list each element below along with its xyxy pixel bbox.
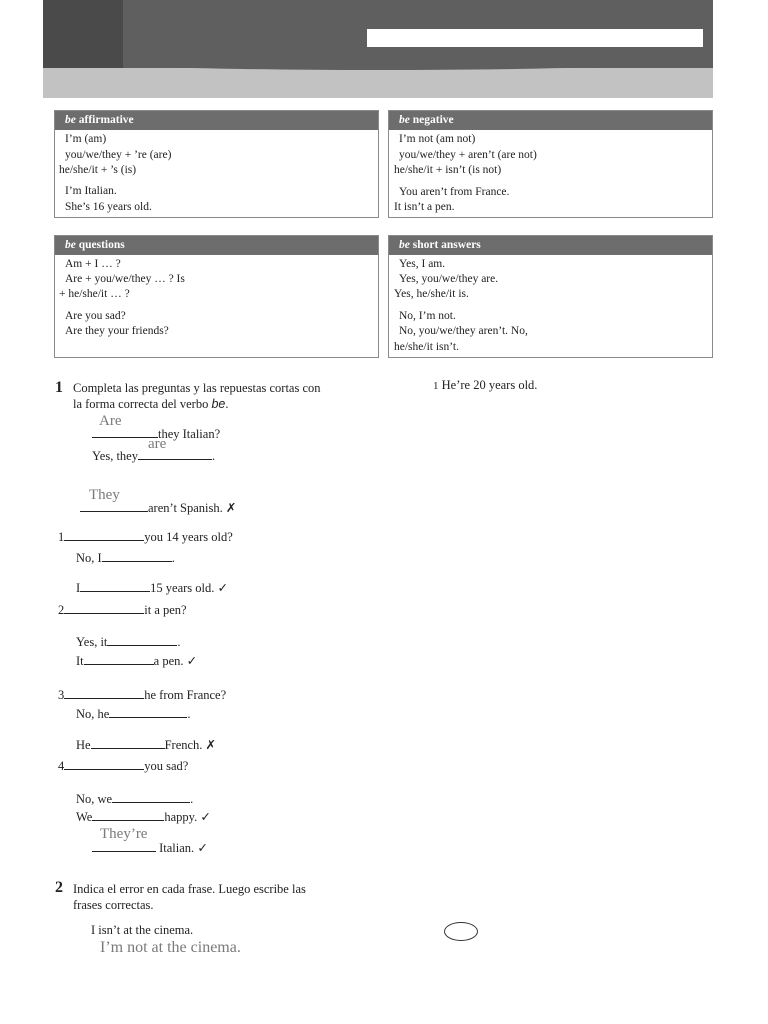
question-line: 1 you 14 years old? xyxy=(58,530,233,544)
grammar-line: you/we/they + aren’t (are not) xyxy=(399,149,537,161)
check-icon: ✓ xyxy=(186,654,198,668)
exercise-instruction: la forma correcta del verbo be. xyxy=(73,397,229,411)
check-icon: ✓ xyxy=(200,810,211,824)
answer-line: No, I . xyxy=(76,551,175,565)
grammar-line: No, I’m not. xyxy=(399,310,456,322)
handwritten-answer: Are xyxy=(99,413,122,429)
grammar-line: She’s 16 years old. xyxy=(65,201,152,213)
check-icon: ✓ xyxy=(217,581,229,595)
exercise-instruction: Completa las preguntas y las repuestas cortas con xyxy=(73,381,321,395)
answer-line: He French. ✗ xyxy=(76,738,217,752)
answer-line: Italian. ✓ xyxy=(92,841,208,856)
grammar-line: Yes, I am. xyxy=(399,258,446,270)
cross-icon: ✗ xyxy=(225,501,237,515)
example-answer: aren’t Spanish. ✗ xyxy=(80,501,236,516)
example-answer: Yes, they . xyxy=(92,449,216,463)
header-name-field xyxy=(367,29,703,47)
grammar-line: he/she/it + isn’t (is not) xyxy=(394,164,502,176)
handwritten-answer: They’re xyxy=(100,826,148,842)
grammar-line: I’m not (am not) xyxy=(399,133,476,145)
handwritten-answer: are xyxy=(148,436,167,452)
answer-line: No, we . xyxy=(76,792,194,806)
grammar-line: Yes, you/we/they are. xyxy=(399,273,499,285)
exercise-number: 1 xyxy=(55,379,63,396)
cross-icon: ✗ xyxy=(205,738,217,752)
question-line: 4 you sad? xyxy=(58,759,189,773)
grammar-line: I’m Italian. xyxy=(65,185,117,197)
answer-line: No, he . xyxy=(76,707,191,721)
grammar-line: Are they your friends? xyxy=(65,325,169,337)
grammar-box-title: be negative xyxy=(389,111,712,130)
grammar-box-title: be short answers xyxy=(389,236,712,255)
answer-line: I 15 years old. ✓ xyxy=(76,581,229,595)
handwritten-answer: They xyxy=(89,487,120,503)
example-question: they Italian? xyxy=(92,427,220,442)
grammar-line: Am + I … ? xyxy=(65,258,121,270)
grammar-line: he/she/it isn’t. xyxy=(394,341,459,353)
answer-line: Yes, it . xyxy=(76,635,181,649)
grammar-line: You aren’t from France. xyxy=(399,186,510,198)
grammar-box-title: be affirmative xyxy=(55,111,378,130)
grammar-line: Are you sad? xyxy=(65,310,126,322)
grammar-line: Are + you/we/they … ? Is xyxy=(65,273,185,285)
answer-ellipse xyxy=(444,922,478,941)
grammar-line: Yes, he/she/it is. xyxy=(394,288,469,300)
grammar-line: you/we/they + ’re (are) xyxy=(65,149,172,161)
answer-line: We happy. ✓ xyxy=(76,810,211,824)
answer-line: It a pen. ✓ xyxy=(76,654,198,668)
grammar-line: It isn’t a pen. xyxy=(394,201,455,213)
header-tab-block xyxy=(43,0,123,68)
exercise-instruction: frases correctas. xyxy=(73,898,154,912)
right-column-line: 1 He’re 20 years old. xyxy=(433,378,538,392)
exercise-number: 2 xyxy=(55,879,63,896)
question-line: 3 he from France? xyxy=(58,688,227,702)
grammar-line: + he/she/it … ? xyxy=(59,288,130,300)
question-line: 2 it a pen? xyxy=(58,603,187,617)
exercise-instruction: Indica el error en cada frase. Luego escribe las xyxy=(73,882,306,896)
example-wrong-sentence: I isn’t at the cinema. xyxy=(91,923,194,937)
grammar-line: I’m (am) xyxy=(65,133,107,145)
grammar-line: No, you/we/they aren’t. No, xyxy=(399,325,528,337)
grammar-line: he/she/it + ’s (is) xyxy=(59,164,137,176)
check-icon: ✓ xyxy=(197,841,208,855)
grammar-box-title: be questions xyxy=(55,236,378,255)
handwritten-correction: I’m not at the cinema. xyxy=(100,939,241,956)
